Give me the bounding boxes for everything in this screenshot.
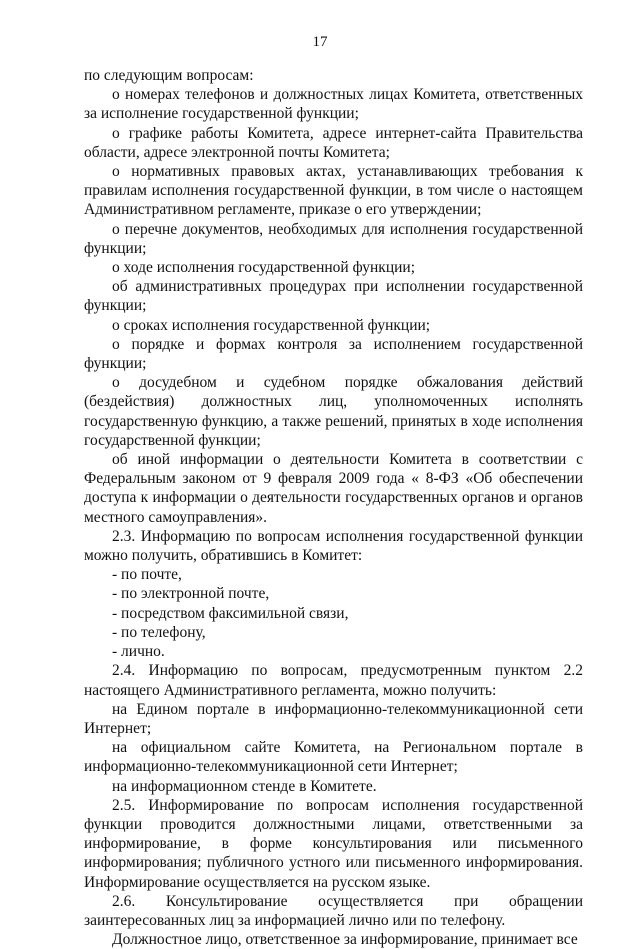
paragraph: на Едином портале в информационно-телекоммуникационной сети Интернет; [84,700,583,737]
list-item: - лично. [112,643,165,661]
paragraph: о нормативных правовых актах, устанавливающих требования к правилам исполнения государственной функции, в том числе о настоящем Административном регламенте, приказе о его утверждении; [84,163,583,219]
list-item: - по электронной почте, [112,585,270,603]
list-item: - по почте, [112,566,182,584]
paragraph: о сроках исполнения государственной функции; [112,316,431,334]
section-2-5: 2.5. Информирование по вопросам исполнения государственной функции проводится должностными лицами, ответственными за информирование, в форме консультирования или письменного информирования; публичного устного или письменного информирования. Информирование осуществляется на русском языке. [84,796,583,891]
paragraph: о порядке и формах контроля за исполнением государственной функции; [84,335,583,373]
section-2-3: 2.3. Информацию по вопросам исполнения государственной функции можно получить, обратившись в Комитет: [84,527,583,565]
paragraph: о перечне документов, необходимых для исполнения государственной функции; [84,220,583,257]
section-2-4: 2.4. Информацию по вопросам, предусмотренным пунктом 2.2 настоящего Административного регламента, можно получить: [84,662,583,699]
document-body [84,66,583,949]
paragraph: о досудебном и судебном порядке обжалования действий (бездействия) должностных лиц, уполномоченных исполнять государственную функцию, а также решений, принятых в ходе исполнения государственной функции; [84,374,583,449]
paragraph: Должностное лицо, ответственное за информирование, принимает все [112,931,578,949]
paragraph: на информационном стенде в Комитете. [112,777,377,795]
page-number: 17 [312,34,328,50]
list-item: - посредством факсимильной связи, [112,604,349,622]
list-item: - по телефону, [112,623,206,641]
paragraph: об административных процедурах при исполнении государственной функции; [84,278,583,315]
paragraph: о графике работы Комитета, адресе интернет-сайта Правительства области, адресе электронной почты Комитета; [84,124,583,161]
paragraph: об иной информации о деятельности Комитета в соответствии с Федеральным законом от 9 февраля 2009 года « 8-ФЗ «Об обеспечении доступа к информации о деятельности государственных органов и органов местного самоуправления». [84,451,583,526]
paragraph: о ходе исполнения государственной функции; [112,259,416,277]
paragraph: о номерах телефонов и должностных лицах Комитета, ответственных за исполнение государственной функции; [84,86,583,123]
paragraph: по следующим вопросам: [84,67,254,84]
section-2-6: 2.6. Консультирование осуществляется при обращении заинтересованных лиц за информацией лично или по телефону. [84,892,583,929]
paragraph: на официальном сайте Комитета, на Региональном портале в информационно-телекоммуникационной сети Интернет; [84,739,583,776]
